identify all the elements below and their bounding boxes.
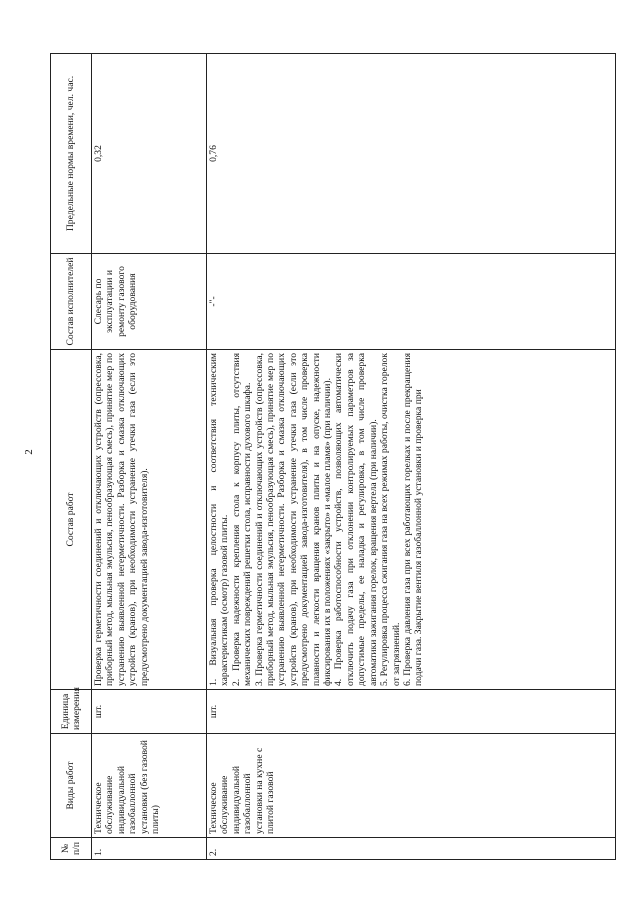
page-number: 2: [23, 449, 35, 455]
composition-step: 3. Проверка герметичности соединений и отключающих устройств (опрессовка, приборный метод, мыльная эмульсия, пенообразующая смесь), принятие мер по устранению выявленной негерметичности. Разборка и смазка отключающих устройств (кранов), при необходимости устранение утечки газа (если это предусмотрено документацией завода-изготовителя), в том числе проверка плавности и легкости вращения кранов плиты и на опуске, надежности фиксирования их в положениях «закрыто» и «малое пламя» (при наличии).: [253, 353, 334, 686]
table-row: [207, 54, 616, 860]
work-type: Техническое обслуживание индивидуальной газобаллонной установки (без газовой плиты): [92, 734, 207, 838]
header-time-norms: Предельные нормы времени, чел. час.: [51, 54, 92, 254]
unit: шт.: [207, 690, 616, 734]
row-number: 2.: [207, 838, 616, 860]
header-no: № п/п: [51, 838, 92, 860]
time-norm: 0,76: [207, 54, 616, 254]
header-work-type: Виды работ: [51, 734, 92, 838]
work-composition: Проверка герметичности соединений и отключающих устройств (опрессовка, приборный метод, мыльная эмульсия, пенообразующая смесь), принятие мер по устранению выявленной негерметичности. Разборка и смазка отключающих устройств (кранов), при необходимости устранение утечки газа (если это предусмотрено документацией завода-изготовителя).: [92, 350, 207, 690]
works-table: [50, 53, 616, 860]
work-type: Техническое обслуживание индивидуальной газобаллонной установки на кухне с плитой газовой: [207, 734, 616, 838]
composition-step: 2. Проверка надежности крепления стола к корпусу плиты, отсутствия механических повреждений решетки стола, исправности духового шкафа.: [230, 353, 254, 686]
composition-step: 1. Визуальная проверка целостности и соответствия техническим характеристикам (осмотр) газовой плиты.: [208, 353, 231, 686]
header-unit: Единица измерения: [51, 690, 92, 734]
performers: -"-: [207, 254, 616, 350]
performers: Слесарь по эксплуатации и ремонту газового оборудования: [92, 254, 207, 350]
header-performers: Состав исполнителей: [51, 254, 92, 350]
work-composition: [207, 350, 616, 690]
header-composition: Состав работ: [51, 350, 92, 690]
table-row: [92, 54, 207, 860]
unit: шт.: [92, 690, 207, 734]
composition-step: 5. Регулировка процесса сжигания газа на всех режимах работы, очистка горелок от загрязнений.: [379, 353, 402, 686]
table-header-row: [51, 54, 92, 860]
time-norm: 0,32: [92, 54, 207, 254]
row-number: 1.: [92, 838, 207, 860]
composition-step: 6. Проверка давления газа при всех работающих горелках и после прекращения подачи газа. Закрытие вентиля газобаллонной установки и проверка при: [401, 353, 425, 686]
composition-step: 4. Проверка работоспособности устройств, позволяющих автоматически отключить подачу газа при отклонении контролируемых параметров за допустимые пределы, ее наладка и регулировка, в том числе проверка автоматики зажигания горелок, вращения вертела (при наличии).: [333, 353, 379, 686]
rotated-table-wrapper: [50, 54, 616, 860]
